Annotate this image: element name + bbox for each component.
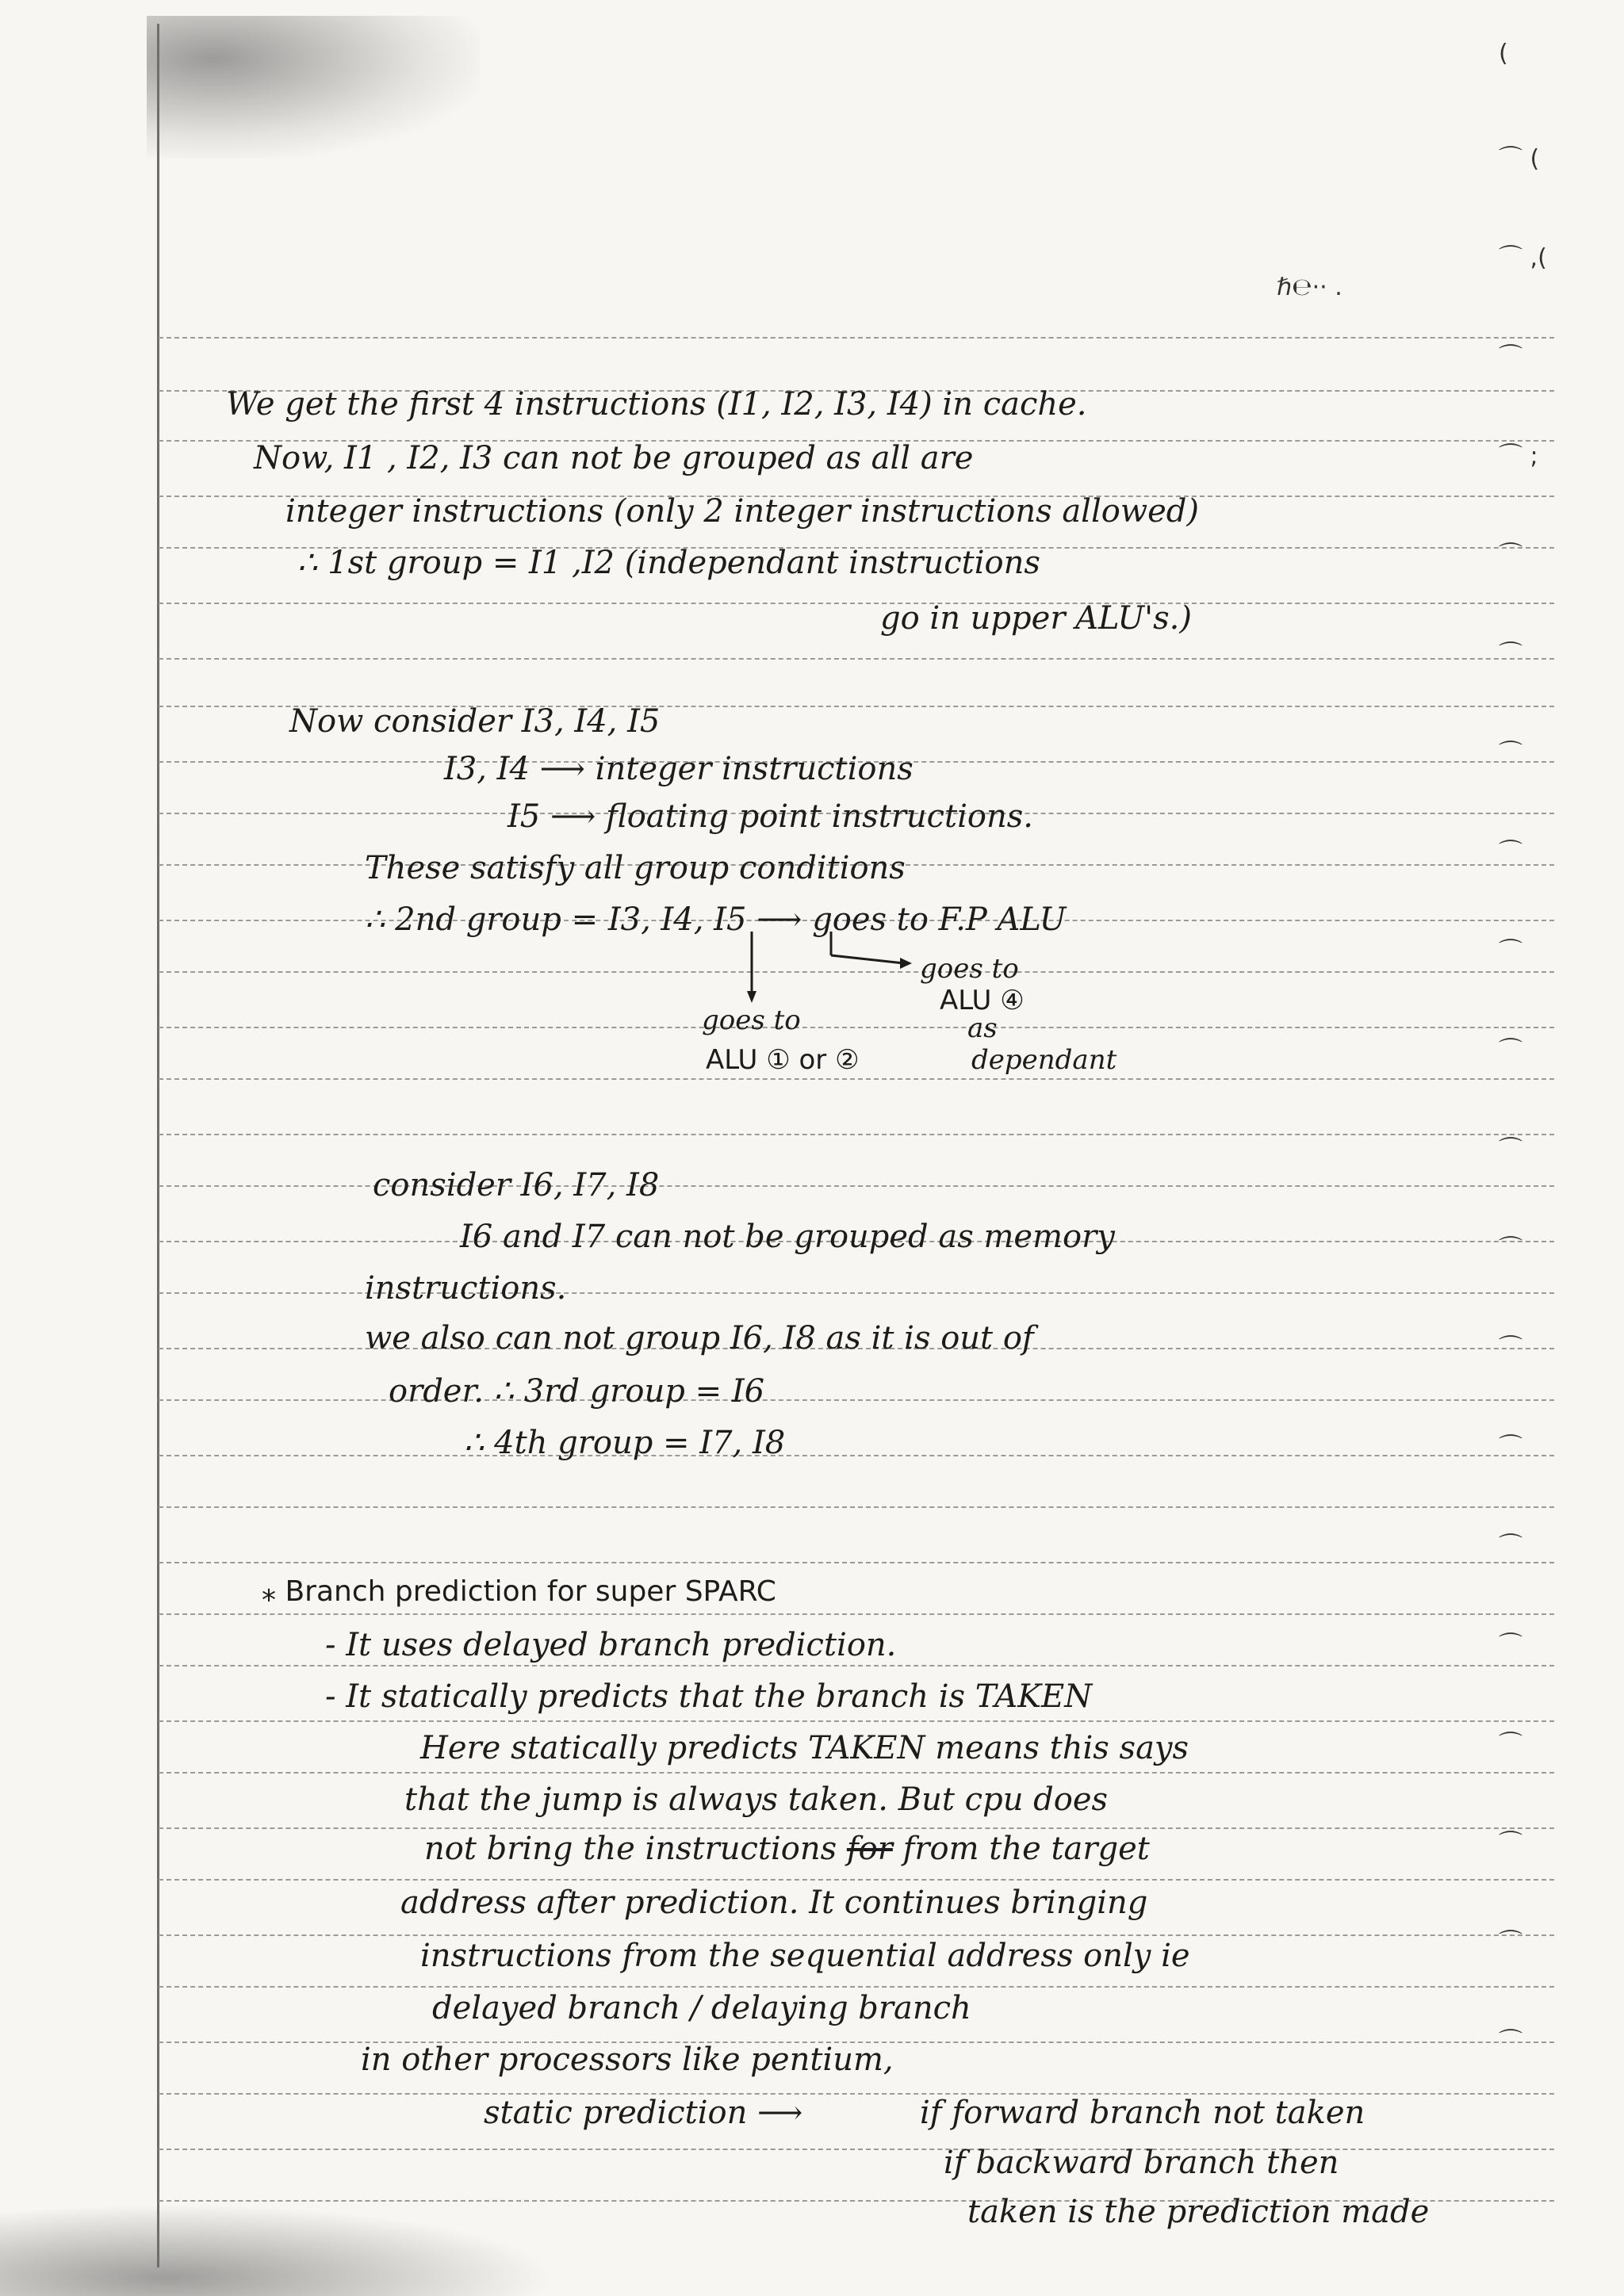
note-line: instructions. [365,1270,567,1307]
edge-mark: ⌒ ( [1499,145,1540,173]
edge-mark: ⌒ [1499,1632,1522,1659]
note-line: ∴ 4th group = I7, I8 [464,1425,786,1461]
edge-mark: ⌒ [1499,839,1522,867]
edge-mark: ⌒ [1499,938,1522,966]
note-text: from the target [902,1831,1150,1867]
edge-mark: ⌒ [1499,2028,1522,2056]
edge-mark: ⌒ [1499,641,1522,668]
edge-mark: ⌒ ; [1499,442,1538,470]
edge-mark: ⌒ [1499,1533,1522,1560]
edge-mark: ⌒ [1499,541,1522,569]
note-line: that the jump is always taken. But cpu does [404,1781,1109,1818]
note-line: instructions from the sequential address only ie [420,1938,1190,1974]
edge-mark: ⌒ [1499,1235,1522,1263]
bullet-line: - It uses delayed branch prediction. [325,1627,897,1663]
note-line: I6 and I7 can not be grouped as memory [460,1219,1115,1255]
edge-mark: ⌒ [1499,1334,1522,1362]
note-line: I3, I4 ⟶ integer instructions [444,751,914,787]
note-line: in other processors like pentium, [361,2042,894,2078]
note-line: Here statically predicts TAKEN means this says [420,1730,1189,1766]
struck-word: for [846,1831,893,1867]
edge-mark: ⌒ [1499,343,1522,371]
note-line: consider I6, I7, I8 [373,1167,660,1203]
scribble-mark: ℏ℮·· . [1277,274,1342,301]
note-line: we also can not group I6, I8 as it is out of [365,1320,1034,1357]
annotation-text: as [967,1012,998,1044]
edge-mark: ⌒ [1499,1433,1522,1461]
annotation-text: ALU ① or ② [706,1044,860,1076]
note-line: static prediction ⟶ [484,2095,803,2131]
edge-mark: ⌒ [1499,1929,1522,1957]
section-heading: ⁎ Branch prediction for super SPARC [262,1575,776,1608]
edge-mark: ⌒ [1499,1830,1522,1858]
note-line: go in upper ALU's.) [880,600,1192,637]
edge-mark: ⌒ ,( [1499,244,1547,272]
note-line: order. ∴ 3rd group = I6 [389,1373,765,1410]
note-line: if backward branch then [944,2145,1339,2181]
bullet-line: - It statically predicts that the branch is TAKEN [325,1678,1093,1715]
note-line: I5 ⟶ floating point instructions. [508,798,1034,835]
annotation-text: ALU ④ [940,985,1025,1016]
edge-mark: ⌒ [1499,1037,1522,1065]
edge-mark: ⌒ [1499,1136,1522,1164]
note-line: Now consider I3, I4, I5 [289,703,661,740]
edge-mark: ⌒ [1499,1731,1522,1758]
note-line: address after prediction. It continues bringing [400,1885,1148,1921]
note-line: if forward branch not taken [920,2095,1365,2131]
note-line: delayed branch / delaying branch [432,1990,971,2026]
note-line: Now, I1 , I2, I3 can not be grouped as all are [254,440,974,476]
note-line: taken is the prediction made [967,2194,1430,2230]
edge-mark: ( [1499,40,1508,67]
note-line: These satisfy all group conditions [365,850,906,886]
note-line [424,1833,1150,1865]
annotation-text: goes to [920,953,1019,985]
note-line: We get the first 4 instructions (I1, I2, I3, I4) in cache. [226,386,1087,423]
annotation-text: dependant [971,1044,1117,1076]
edge-mark: ⌒ [1499,740,1522,767]
note-line: ∴ 1st group = I1 ,I2 (independant instructions [297,545,1040,581]
annotation-text: goes to [702,1004,801,1036]
note-line: ∴ 2nd group = I3, I4, I5 ⟶ goes to F.P ALU [365,901,1067,938]
note-text: not bring the instructions [424,1831,837,1867]
note-line: integer instructions (only 2 integer instructions allowed) [285,493,1199,530]
